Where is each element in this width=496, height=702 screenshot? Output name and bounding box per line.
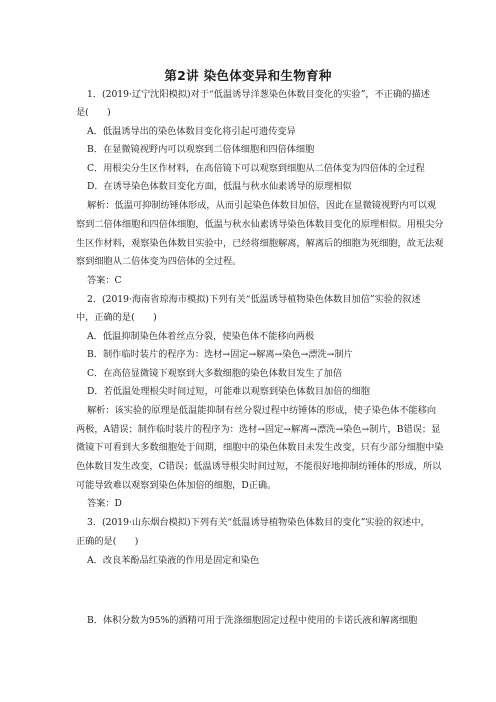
q1-analysis-line1: 解析：低温可抑制纺锤体形成，从而引起染色体数目加倍，因此在显微镜视野内可以观 [87, 200, 437, 211]
q1-stem-line2: 是( ) [76, 107, 111, 118]
q2-analysis-line4: 色体数目发生改变，C错误；低温诱导根尖时间过短，不能很好地抑制纺锤体的形成，所以 [76, 461, 442, 472]
q2-option-b: B．制作临时装片的程序为：选材→固定→解离→染色→漂洗→制片 [87, 349, 353, 360]
q2-answer: 答案：D [87, 498, 122, 509]
q2-option-a: A．低温抑制染色体着丝点分裂，使染色体不能移向两极 [87, 331, 315, 342]
q2-analysis-line5: 可能导致难以观察到染色体加倍的细胞，D正确。 [76, 480, 277, 491]
q1-answer: 答案：C [87, 275, 122, 286]
q1-option-a: A．低温诱导出的染色体数目变化将引起可遗传变异 [87, 126, 296, 137]
q1-analysis-line4: 察到细胞从二倍体变为四倍体的全过程。 [76, 256, 242, 267]
q2-analysis-line3: 微镜下可看到大多数细胞处于间期，细胞中的染色体数目未发生改变，只有少部分细胞中染 [76, 442, 444, 453]
q2-option-c: C．在高倍显微镜下观察到大多数细胞的染色体数目发生了加倍 [87, 368, 343, 379]
q3-option-b: B．体积分数为95%的酒精可用于洗涤细胞固定过程中使用的卡诺氏液和解离细胞 [87, 615, 418, 626]
q1-option-d: D．在诱导染色体数目变化方面，低温与秋水仙素诱导的原理相似 [87, 181, 352, 192]
q1-option-c: C．用根尖分生区作材料，在高倍镜下可以观察到细胞从二倍体变为四倍体的全过程 [87, 163, 425, 174]
page-title: 第2讲 染色体变异和生物育种 [164, 68, 332, 83]
q3-stem-line1: 3．(2019·山东烟台模拟)下列有关“低温诱导植物染色体数目的变化”实验的叙述中， [87, 517, 430, 528]
q2-stem-line1: 2．(2019·海南省琼海市模拟)下列有关“低温诱导植物染色体数目加倍”实验的叙述 [87, 294, 421, 305]
q2-option-d: D．若低温处理根尖时间过短，可能难以观察到染色体数目加倍的细胞 [87, 386, 370, 397]
q2-analysis-line1: 解析：该实验的原理是低温能抑制有丝分裂过程中纺锤体的形成，使子染色体不能移向 [87, 405, 437, 416]
q2-analysis-line2: 两极，A错误；制作临时装片的程序为：选材→固定→解离→漂洗→染色→制片，B错误；显 [76, 424, 441, 435]
q1-analysis-line2: 察到二倍体细胞和四倍体细胞，低温与秋水仙素诱导染色体数目变化的原理相似。用根尖分 [76, 219, 444, 230]
q1-stem-line1: 1．(2019·辽宁沈阳模拟)对于“低温诱导洋葱染色体数目变化的实验”，不正确的描述 [87, 89, 430, 100]
q1-option-b: B．在显微镜视野内可以观察到二倍体细胞和四倍体细胞 [87, 144, 315, 155]
q3-option-a: A．改良苯酚品红染液的作用是固定和染色 [87, 555, 260, 566]
q3-stem-line2: 正确的是( ) [76, 536, 139, 547]
q2-stem-line2: 中，正确的是( ) [76, 312, 157, 323]
q1-analysis-line3: 生区作材料，观察染色体数目实验中，已经将细胞解离，解离后的细胞为死细胞，故无法观 [76, 238, 444, 249]
